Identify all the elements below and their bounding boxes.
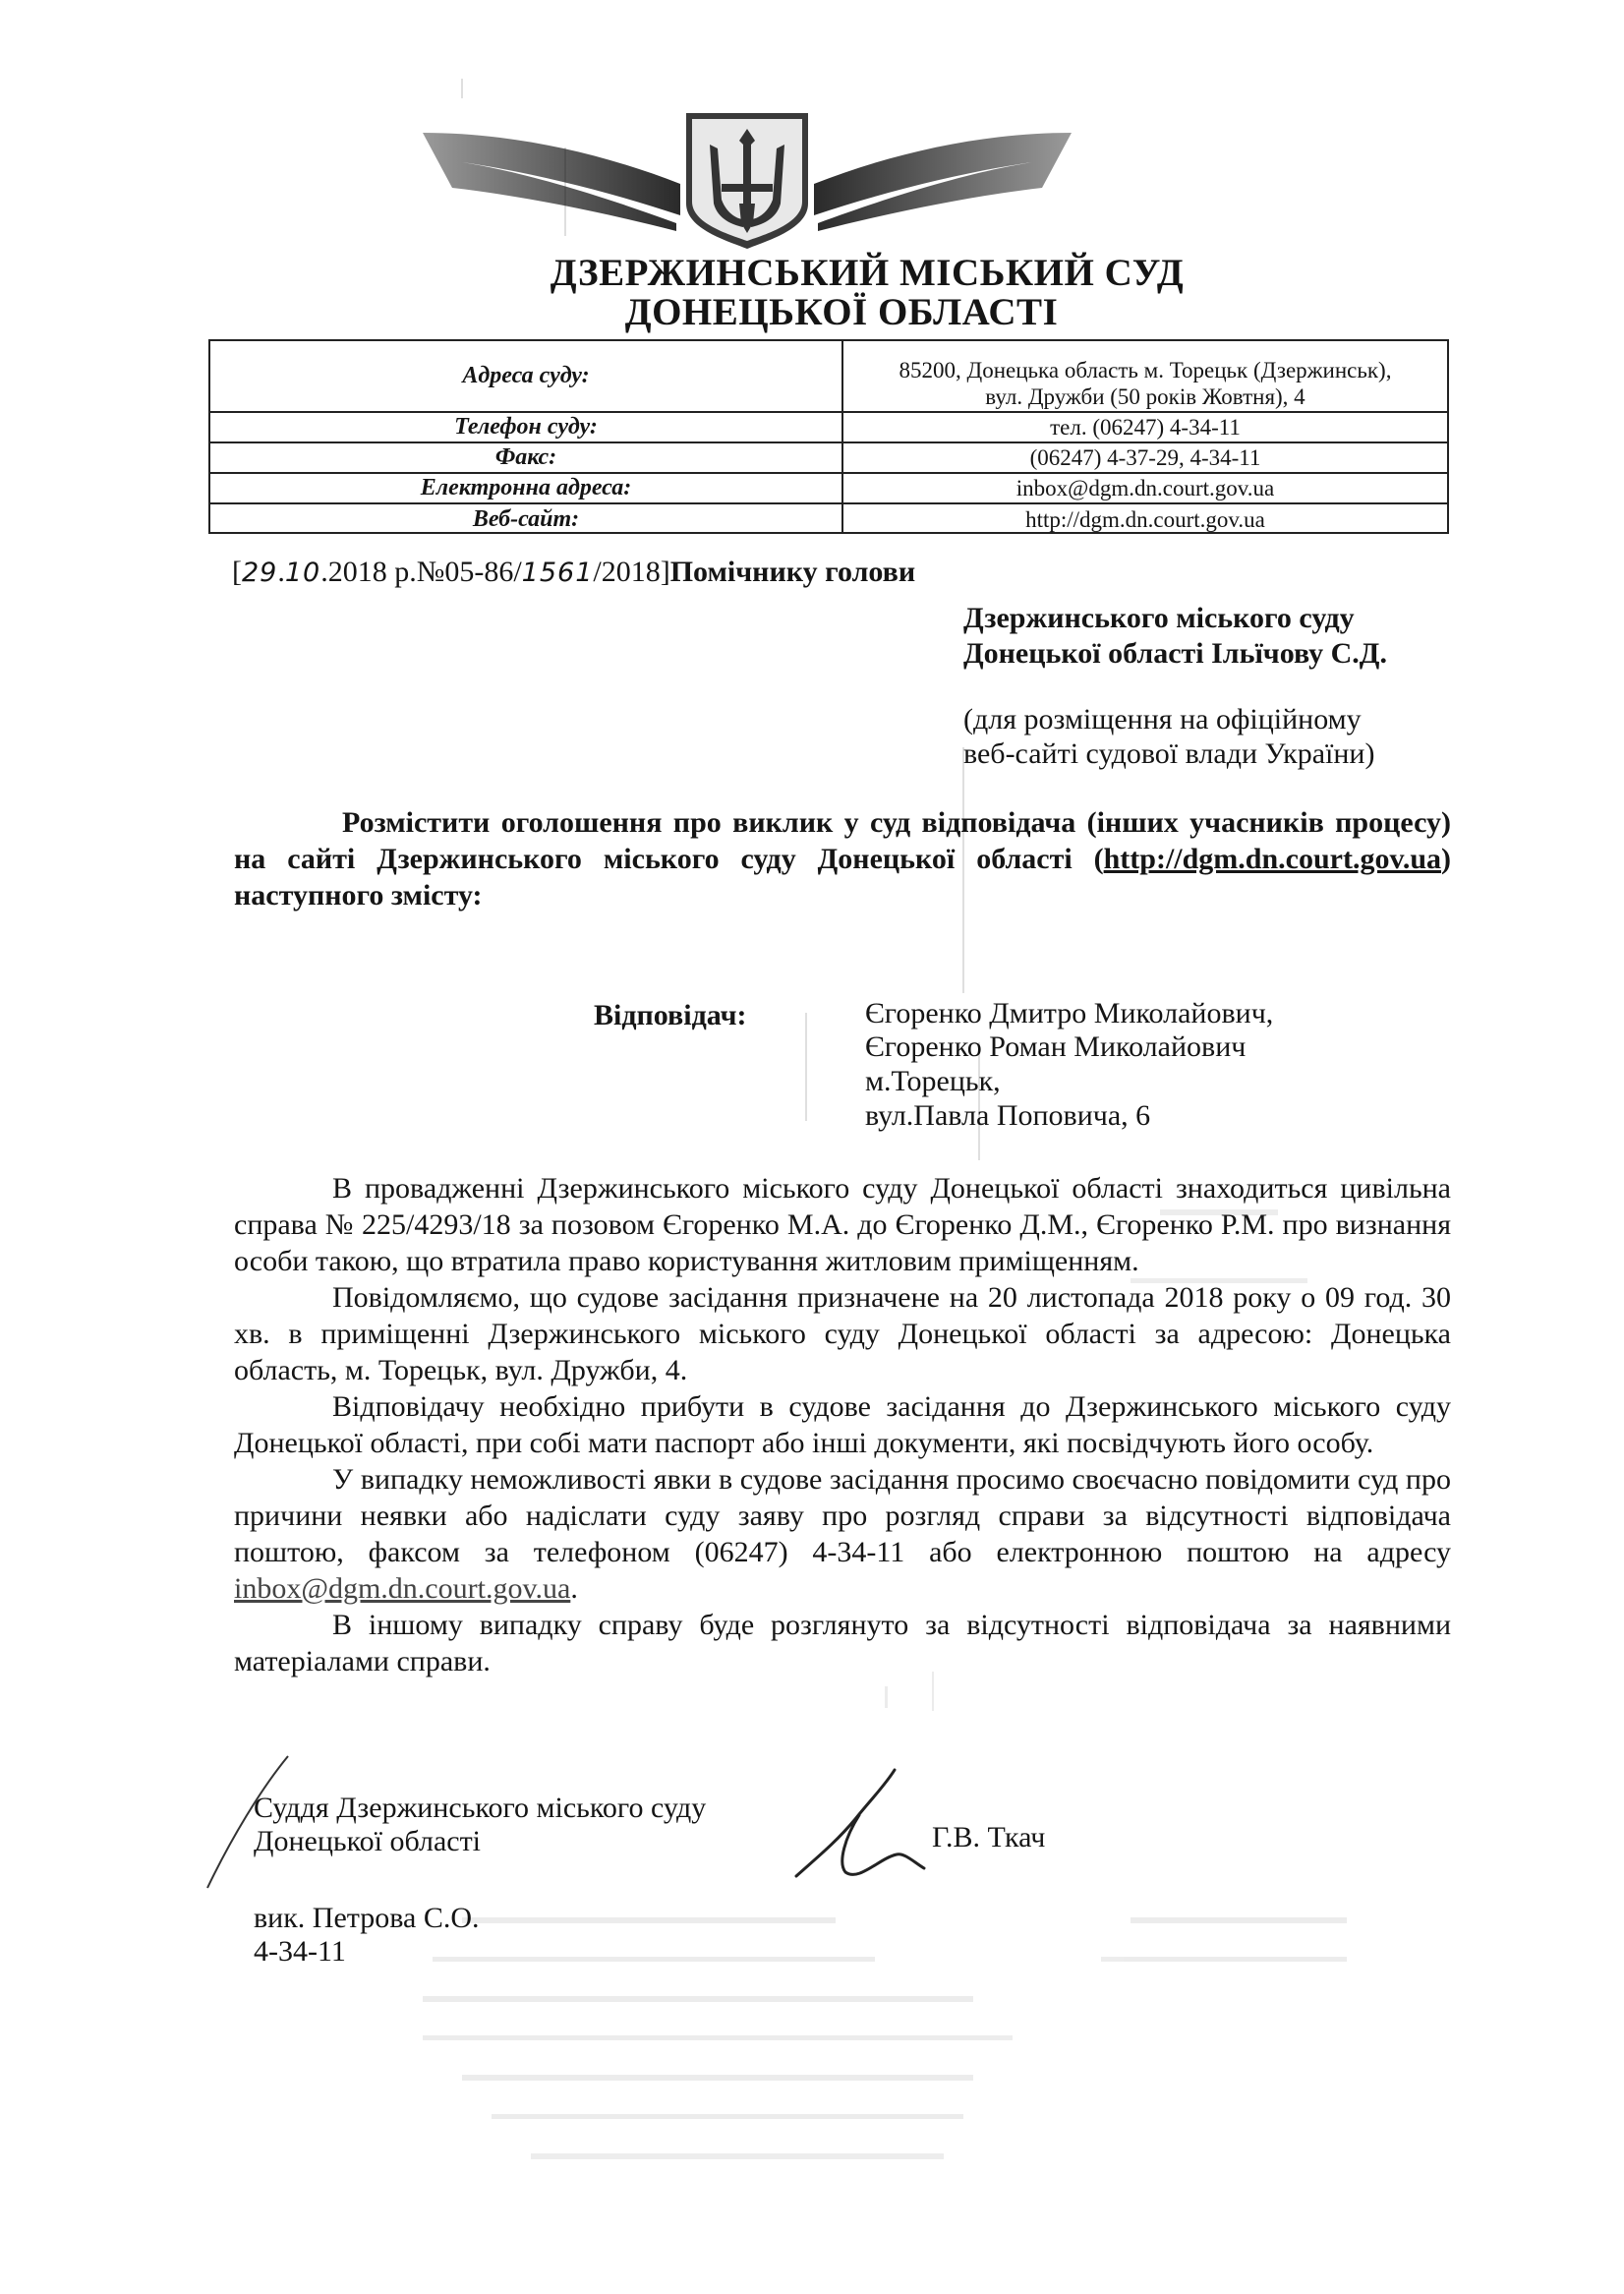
judge-name: Г.В. Ткач bbox=[932, 1821, 1046, 1853]
court-info-table bbox=[208, 339, 1449, 534]
phone-row bbox=[210, 413, 1447, 443]
address-row bbox=[210, 341, 1447, 413]
ref-day-handwritten: 29 bbox=[242, 558, 278, 588]
fax-label: Факс: bbox=[494, 444, 557, 470]
email-label: Електронна адреса: bbox=[420, 475, 632, 500]
addressee-line1: Дзержинського міського суду bbox=[963, 602, 1355, 634]
fax-value: (06247) 4-37-29, 4-34-11 bbox=[841, 443, 1447, 472]
respondent-line2: Єгоренко Роман Миколайович bbox=[865, 1030, 1247, 1063]
body-absence-text: У випадку неможливості явки в судове засідання просимо своєчасно повідомити суд про причини неявки або надіслати суду заяву про розгляд справи за відсутності відповідача поштою, факсом за телефоном (06247) 4-34-11 або електронною поштою на адресу bbox=[234, 1463, 1451, 1568]
address-value-line2: вул. Дружби (50 років Жовтня), 4 bbox=[985, 384, 1305, 409]
email-row bbox=[210, 474, 1447, 504]
body-absence-end: . bbox=[570, 1572, 578, 1605]
judge-title-line2: Донецької області bbox=[254, 1825, 482, 1857]
address-label: Адреса суду: bbox=[462, 362, 590, 388]
intro-text-after: ) наступного змісту: bbox=[234, 843, 1451, 912]
addressee-note-line1: (для розміщення на офіційному bbox=[963, 703, 1362, 735]
respondent-city: м.Торецьк, bbox=[865, 1065, 1001, 1097]
executor-phone: 4-34-11 bbox=[254, 1935, 346, 1968]
handwritten-signature-icon bbox=[777, 1760, 944, 1908]
addressee-line2: Донецької області Ільїчову С.Д. bbox=[963, 637, 1387, 670]
outgoing-reference bbox=[232, 556, 915, 589]
intro-text-before: Розмістити оголошення про виклик у суд відповідача (інших учасників процесу) на сайті Дзержинського міського суду Донецької області ( bbox=[234, 806, 1451, 875]
court-title-line1: ДЗЕРЖИНСЬКИЙ МІСЬКИЙ СУД bbox=[550, 252, 1185, 294]
executor-name: вик. Петрова С.О. bbox=[254, 1902, 480, 1934]
notice-body bbox=[234, 1170, 1451, 1679]
ref-sep: . bbox=[277, 556, 285, 588]
website-label: Веб-сайт: bbox=[472, 506, 580, 532]
ref-addressee-title: Помічнику голови bbox=[669, 556, 916, 588]
body-paragraph-case: В провадженні Дзержинського міського суду Донецької області знаходиться цивільна справа № 225/4293/18 за позовом Єгоренко М.А. до Єгоренко Д.М., Єгоренко Р.М. про визнання особи такою, що втратила право користування житловим приміщенням. bbox=[234, 1172, 1451, 1277]
address-value bbox=[841, 341, 1447, 411]
body-paragraph-hearing: Повідомляємо, що судове засідання призначене на 20 листопада 2018 року о 09 год. 30 хв. в приміщенні Дзержинського міського суду Донецької області за адресою: Донецька область, м. Торецьк, вул. Дружби, 4. bbox=[234, 1281, 1451, 1386]
body-paragraph-absence bbox=[234, 1461, 1451, 1607]
email-value: inbox@dgm.dn.court.gov.ua bbox=[841, 474, 1447, 502]
phone-label: Телефон суду: bbox=[454, 414, 598, 440]
ref-year-part: .2018 р.№05-86/ bbox=[320, 556, 522, 588]
body-email-link[interactable]: inbox@dgm.dn.court.gov.ua bbox=[234, 1572, 571, 1605]
website-row bbox=[210, 504, 1447, 534]
respondent-label: Відповідач: bbox=[594, 999, 747, 1031]
judge-title-line1: Суддя Дзержинського міського суду bbox=[254, 1792, 707, 1824]
ref-month-handwritten: 10 bbox=[284, 558, 321, 588]
addressee-note-line2: веб-сайті судової влади України) bbox=[963, 737, 1375, 770]
court-emblem-trident-icon bbox=[423, 93, 1072, 251]
court-title-line2: ДОНЕЦЬКОЇ ОБЛАСТІ bbox=[624, 291, 1059, 333]
body-paragraph-appear: Відповідачу необхідно прибути в судове засідання до Дзержинського міського суду Донецької області, при собі мати паспорт або інші документи, які посвідчують його особу. bbox=[234, 1390, 1451, 1459]
ref-open-bracket: [ bbox=[232, 556, 242, 588]
ref-year-suffix: /2018] bbox=[593, 556, 670, 588]
intro-court-website-link[interactable]: http://dgm.dn.court.gov.ua bbox=[1103, 843, 1441, 875]
fax-row bbox=[210, 443, 1447, 474]
respondent-street: вул.Павла Поповича, 6 bbox=[865, 1099, 1151, 1132]
ref-number-handwritten: 1561 bbox=[521, 558, 594, 588]
respondent-line1: Єгоренко Дмитро Миколайович, bbox=[865, 997, 1274, 1029]
address-value-line1: 85200, Донецька область м. Торецьк (Дзержинськ), bbox=[899, 358, 1392, 382]
phone-value: тел. (06247) 4-34-11 bbox=[841, 413, 1447, 441]
intro-paragraph bbox=[234, 804, 1451, 913]
body-paragraph-otherwise: В іншому випадку справу буде розглянуто за відсутності відповідача за наявними матеріалами справи. bbox=[234, 1609, 1451, 1677]
website-value: http://dgm.dn.court.gov.ua bbox=[841, 504, 1447, 534]
